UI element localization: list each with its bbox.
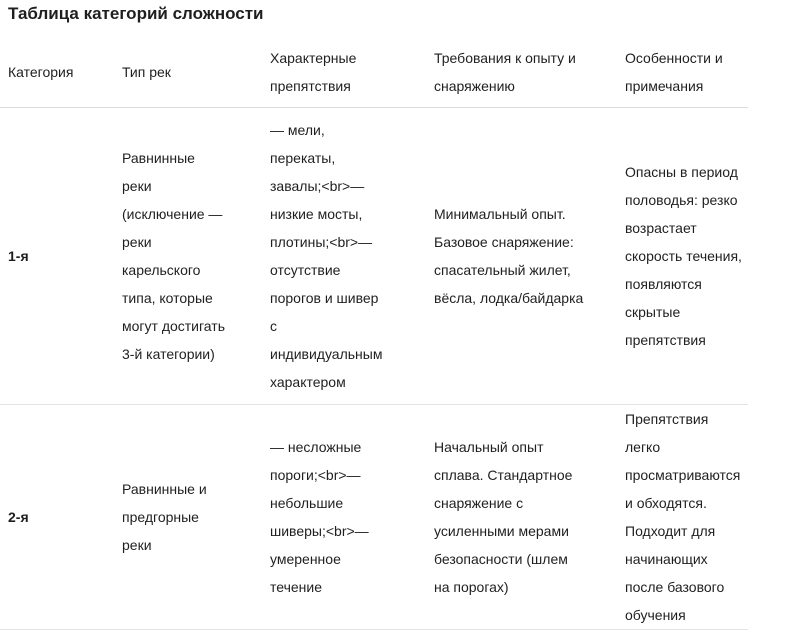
cell-obstacles	[262, 405, 426, 630]
header-category-label: Категория	[8, 64, 74, 80]
header-notes-label: Особенности и примечания	[625, 50, 723, 94]
cell-notes	[617, 108, 748, 405]
cell-notes	[617, 405, 748, 630]
notes-value: Опасны в период половодья: резко возрастает скорость течения, появляются скрытые препятствия	[625, 164, 742, 348]
cell-category	[0, 405, 114, 630]
cell-river-type	[114, 405, 262, 630]
header-obstacles	[262, 37, 426, 108]
cell-obstacles	[262, 108, 426, 405]
table-row	[0, 108, 748, 405]
header-category	[0, 37, 114, 108]
river-type-value: Равнинные реки (исключение — реки карельского типа, которые могут достигать 3-й категории)	[122, 150, 225, 362]
page-title: Таблица категорий сложности	[8, 4, 264, 23]
category-value: 1-я	[8, 248, 29, 264]
cell-category	[0, 108, 114, 405]
obstacles-value: — мели, перекаты, завалы;<br>— низкие мосты, плотины;<br>— отсутствие порогов и шивер с индивидуальным характером	[270, 122, 383, 390]
requirements-value: Минимальный опыт. Базовое снаряжение: спасательный жилет, вёсла, лодка/байдарка	[434, 206, 584, 306]
category-value: 2-я	[8, 509, 29, 525]
header-notes	[617, 37, 748, 108]
header-river-type-label: Тип рек	[122, 64, 171, 80]
obstacles-value: — несложные пороги;<br>— небольшие шиверы;<br>— умеренное течение	[270, 439, 369, 595]
header-requirements	[426, 37, 617, 108]
notes-value: Препятствия легко просматриваются и обходятся. Подходит для начинающих после базового обучения	[625, 411, 741, 623]
cell-requirements	[426, 405, 617, 630]
header-requirements-label: Требования к опыту и снаряжению	[434, 50, 576, 94]
difficulty-categories-table	[0, 37, 748, 630]
river-type-value: Равнинные и предгорные реки	[122, 481, 207, 553]
cell-river-type	[114, 108, 262, 405]
header-river-type	[114, 37, 262, 108]
cell-requirements	[426, 108, 617, 405]
table-header-row	[0, 37, 748, 108]
requirements-value: Начальный опыт сплава. Стандартное снаряжение с усиленными мерами безопасности (шлем на порогах)	[434, 439, 573, 595]
table-header	[0, 37, 748, 108]
header-obstacles-label: Характерные препятствия	[270, 50, 357, 94]
table-row	[0, 405, 748, 630]
